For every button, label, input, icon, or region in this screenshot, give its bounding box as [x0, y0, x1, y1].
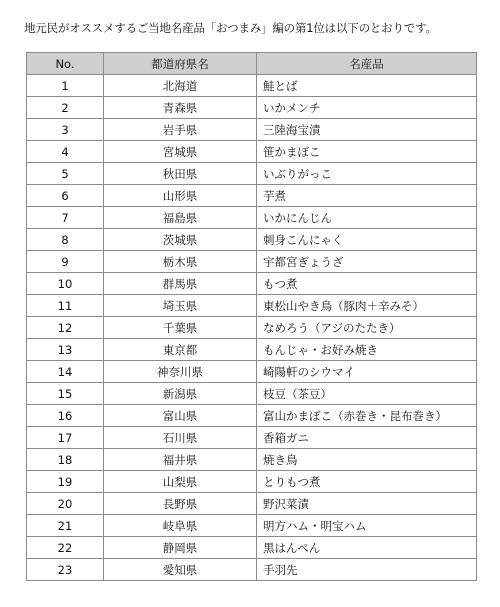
row-number: 4: [27, 141, 104, 163]
table-row: [27, 405, 477, 427]
product-name: もつ煮: [257, 273, 477, 295]
product-name: 焼き鳥: [257, 449, 477, 471]
product-name: 枝豆（茶豆）: [257, 383, 477, 405]
table-row: [27, 383, 477, 405]
product-name: なめろう（アジのたたき）: [257, 317, 477, 339]
row-number: 8: [27, 229, 104, 251]
row-number: 14: [27, 361, 104, 383]
product-name: もんじゃ・お好み焼き: [257, 339, 477, 361]
table-row: [27, 229, 477, 251]
table-row: [27, 493, 477, 515]
row-number: 17: [27, 427, 104, 449]
prefecture-name: 栃木県: [104, 251, 257, 273]
row-number: 13: [27, 339, 104, 361]
row-number: 12: [27, 317, 104, 339]
row-number: 20: [27, 493, 104, 515]
ranking-table: [26, 52, 477, 581]
prefecture-name: 新潟県: [104, 383, 257, 405]
header-prefecture: 都道府県名: [104, 53, 257, 75]
product-name: 野沢菜漬: [257, 493, 477, 515]
product-name: 手羽先: [257, 559, 477, 581]
product-name: いかメンチ: [257, 97, 477, 119]
prefecture-name: 長野県: [104, 493, 257, 515]
prefecture-name: 千葉県: [104, 317, 257, 339]
table-row: [27, 185, 477, 207]
row-number: 16: [27, 405, 104, 427]
table-row: [27, 559, 477, 581]
prefecture-name: 山形県: [104, 185, 257, 207]
table-row: [27, 119, 477, 141]
table-row: [27, 427, 477, 449]
prefecture-name: 福島県: [104, 207, 257, 229]
table-row: [27, 251, 477, 273]
product-name: いぶりがっこ: [257, 163, 477, 185]
prefecture-name: 富山県: [104, 405, 257, 427]
prefecture-name: 茨城県: [104, 229, 257, 251]
product-name: 明方ハム・明宝ハム: [257, 515, 477, 537]
table-row: [27, 339, 477, 361]
prefecture-name: 石川県: [104, 427, 257, 449]
prefecture-name: 青森県: [104, 97, 257, 119]
prefecture-name: 福井県: [104, 449, 257, 471]
table-row: [27, 515, 477, 537]
row-number: 3: [27, 119, 104, 141]
table-row: [27, 75, 477, 97]
product-name: 東松山やき鳥（豚肉＋辛みそ）: [257, 295, 477, 317]
row-number: 18: [27, 449, 104, 471]
header-product: 名産品: [257, 53, 477, 75]
table-row: [27, 471, 477, 493]
table-body: [27, 75, 477, 581]
table-row: [27, 361, 477, 383]
row-number: 6: [27, 185, 104, 207]
product-name: 刺身こんにゃく: [257, 229, 477, 251]
prefecture-name: 宮城県: [104, 141, 257, 163]
row-number: 15: [27, 383, 104, 405]
row-number: 7: [27, 207, 104, 229]
table-row: [27, 207, 477, 229]
table-row: [27, 317, 477, 339]
header-no: No.: [27, 53, 104, 75]
table-row: [27, 141, 477, 163]
row-number: 21: [27, 515, 104, 537]
product-name: とりもつ煮: [257, 471, 477, 493]
table-row: [27, 295, 477, 317]
row-number: 9: [27, 251, 104, 273]
table-row: [27, 449, 477, 471]
prefecture-name: 山梨県: [104, 471, 257, 493]
prefecture-name: 静岡県: [104, 537, 257, 559]
prefecture-name: 秋田県: [104, 163, 257, 185]
prefecture-name: 岐阜県: [104, 515, 257, 537]
table-header-row: [27, 53, 477, 75]
table-row: [27, 97, 477, 119]
row-number: 2: [27, 97, 104, 119]
product-name: 香箱ガニ: [257, 427, 477, 449]
row-number: 10: [27, 273, 104, 295]
row-number: 23: [27, 559, 104, 581]
product-name: 笹かまぼこ: [257, 141, 477, 163]
product-name: 富山かまぼこ（赤巻き・昆布巻き）: [257, 405, 477, 427]
product-name: 崎陽軒のシウマイ: [257, 361, 477, 383]
table-row: [27, 273, 477, 295]
product-name: 鮭とば: [257, 75, 477, 97]
product-name: 三陸海宝漬: [257, 119, 477, 141]
row-number: 11: [27, 295, 104, 317]
product-name: 芋煮: [257, 185, 477, 207]
row-number: 1: [27, 75, 104, 97]
prefecture-name: 神奈川県: [104, 361, 257, 383]
product-name: 宇都宮ぎょうざ: [257, 251, 477, 273]
intro-text: 地元民がオススメするご当地名産品「おつまみ」編の第1位は以下のとおりです。: [24, 21, 437, 35]
prefecture-name: 岩手県: [104, 119, 257, 141]
prefecture-name: 北海道: [104, 75, 257, 97]
prefecture-name: 群馬県: [104, 273, 257, 295]
row-number: 19: [27, 471, 104, 493]
row-number: 5: [27, 163, 104, 185]
prefecture-name: 東京都: [104, 339, 257, 361]
product-name: 黒はんぺん: [257, 537, 477, 559]
table-row: [27, 537, 477, 559]
product-name: いかにんじん: [257, 207, 477, 229]
prefecture-name: 愛知県: [104, 559, 257, 581]
table-row: [27, 163, 477, 185]
row-number: 22: [27, 537, 104, 559]
prefecture-name: 埼玉県: [104, 295, 257, 317]
